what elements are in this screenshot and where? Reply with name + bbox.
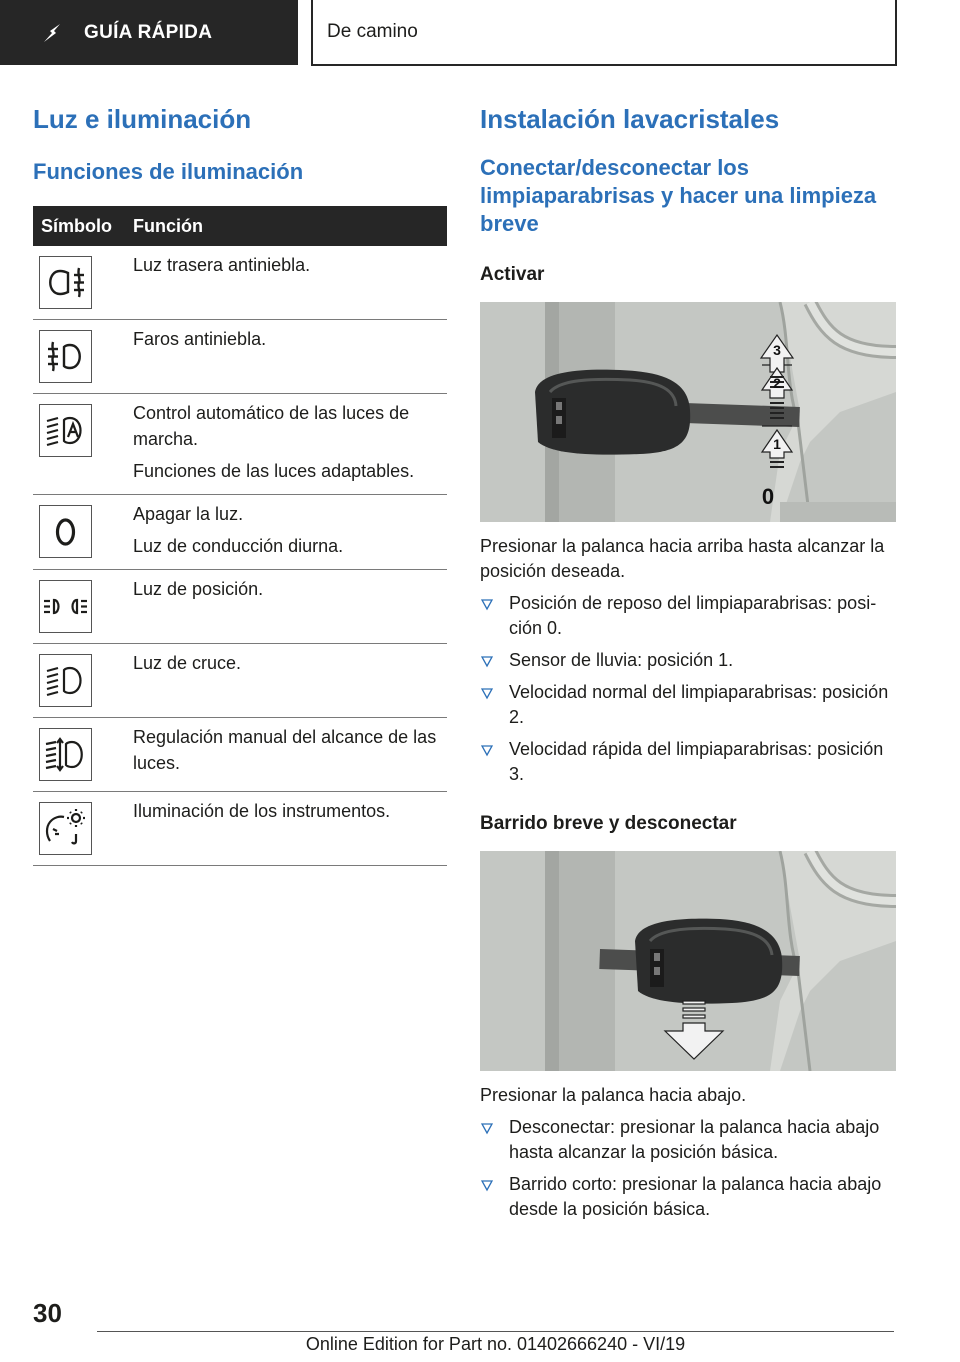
position-label-2: 2 bbox=[773, 375, 781, 391]
function-text: Apagar la luz. bbox=[133, 504, 244, 524]
list-item bbox=[480, 680, 896, 730]
function-text: Iluminación de los instrumentos. bbox=[133, 801, 391, 821]
function-text: Regulación manual del alcance de las luces. bbox=[133, 727, 437, 773]
table-row bbox=[33, 570, 447, 644]
table-row bbox=[33, 394, 447, 495]
bullet-triangle-icon bbox=[481, 599, 493, 611]
activate-heading: Activar bbox=[480, 264, 545, 285]
function-text: Luz de posición. bbox=[133, 579, 264, 599]
lighting-section bbox=[33, 100, 447, 866]
low-beam-icon bbox=[39, 654, 92, 707]
rear-fog-light-icon bbox=[39, 256, 92, 309]
lighting-functions-table bbox=[33, 206, 447, 866]
position-label-1: 1 bbox=[773, 436, 781, 452]
wiper-lever-up-image bbox=[480, 302, 896, 522]
brief-list bbox=[480, 1115, 896, 1222]
table-row bbox=[33, 792, 447, 866]
section-title: GUÍA RÁPIDA bbox=[84, 21, 213, 43]
instrument-lighting-icon bbox=[39, 802, 92, 855]
column-header-symbol: Símbolo bbox=[41, 215, 112, 236]
bullet-triangle-icon bbox=[481, 745, 493, 757]
footer-divider bbox=[97, 1331, 894, 1332]
wiper-lever-down-image bbox=[480, 851, 896, 1071]
bullet-triangle-icon bbox=[481, 688, 493, 700]
table-row bbox=[33, 246, 447, 320]
position-label-3: 3 bbox=[773, 342, 781, 358]
lights-off-icon bbox=[39, 505, 92, 558]
list-item-text: Velocidad normal del limpiaparabrisas: posición 2. bbox=[509, 682, 889, 727]
table-row bbox=[33, 320, 447, 394]
headlight-range-icon bbox=[39, 728, 92, 781]
list-item bbox=[480, 648, 896, 673]
activate-list bbox=[480, 591, 896, 787]
page-number: 30 bbox=[33, 1298, 62, 1328]
parking-light-icon bbox=[39, 580, 92, 633]
list-item bbox=[480, 1172, 896, 1222]
function-text: Luz de cruce. bbox=[133, 653, 242, 673]
function-text: Luz trasera antiniebla. bbox=[133, 255, 311, 275]
list-item-text: Desconectar: presionar la palanca hacia abajo hasta alcanzar la posición básica. bbox=[509, 1117, 880, 1162]
washer-title: Instalación lavacristales bbox=[480, 104, 780, 134]
table-row bbox=[33, 644, 447, 718]
function-text: Funciones de las luces adaptables. bbox=[133, 461, 415, 481]
list-item-text: Barrido corto: presionar la palanca hacia abajo desde la posición básica. bbox=[509, 1174, 882, 1219]
list-item bbox=[480, 737, 896, 787]
section-tab bbox=[0, 0, 298, 65]
brief-text: Presionar la palanca hacia abajo. bbox=[480, 1085, 747, 1105]
list-item bbox=[480, 591, 896, 641]
washer-section bbox=[480, 100, 896, 1222]
washer-subtitle: Conectar/desconectar los limpiaparabrisas y hacer una limpieza breve bbox=[480, 155, 877, 236]
list-item-text: Posición de reposo del limpiaparabrisas: posición 0. bbox=[509, 593, 877, 638]
table-row bbox=[33, 495, 447, 570]
table-header-row bbox=[33, 206, 447, 246]
front-fog-light-icon bbox=[39, 330, 92, 383]
lighting-subtitle: Funciones de iluminación bbox=[33, 159, 304, 184]
activate-text: Presionar la palanca hacia arriba hasta alcanzar la posición deseada. bbox=[480, 536, 885, 581]
list-item bbox=[480, 1115, 896, 1165]
edition-footer: Online Edition for Part no. 01402666240 - VI/19 bbox=[305, 1334, 686, 1354]
bullet-triangle-icon bbox=[481, 1123, 493, 1135]
auto-headlight-icon bbox=[39, 404, 92, 457]
table-row bbox=[33, 718, 447, 792]
function-text: Luz de conducción diurna. bbox=[133, 536, 344, 556]
chapter-title: De camino bbox=[327, 21, 418, 42]
bullet-triangle-icon bbox=[481, 656, 493, 668]
column-header-function: Función bbox=[133, 215, 203, 236]
chapter-tab bbox=[311, 0, 897, 66]
function-text: Faros antiniebla. bbox=[133, 329, 267, 349]
list-item-text: Sensor de lluvia: posición 1. bbox=[509, 650, 734, 670]
list-item-text: Velocidad rápida del limpiaparabrisas: posición 3. bbox=[509, 739, 884, 784]
lightning-icon bbox=[42, 22, 64, 44]
bullet-triangle-icon bbox=[481, 1180, 493, 1192]
lighting-title: Luz e iluminación bbox=[33, 104, 252, 134]
brief-heading: Barrido breve y desconectar bbox=[480, 813, 737, 834]
function-text: Control automático de las luces de marcha. bbox=[133, 403, 410, 449]
position-label-0: 0 bbox=[761, 484, 775, 509]
